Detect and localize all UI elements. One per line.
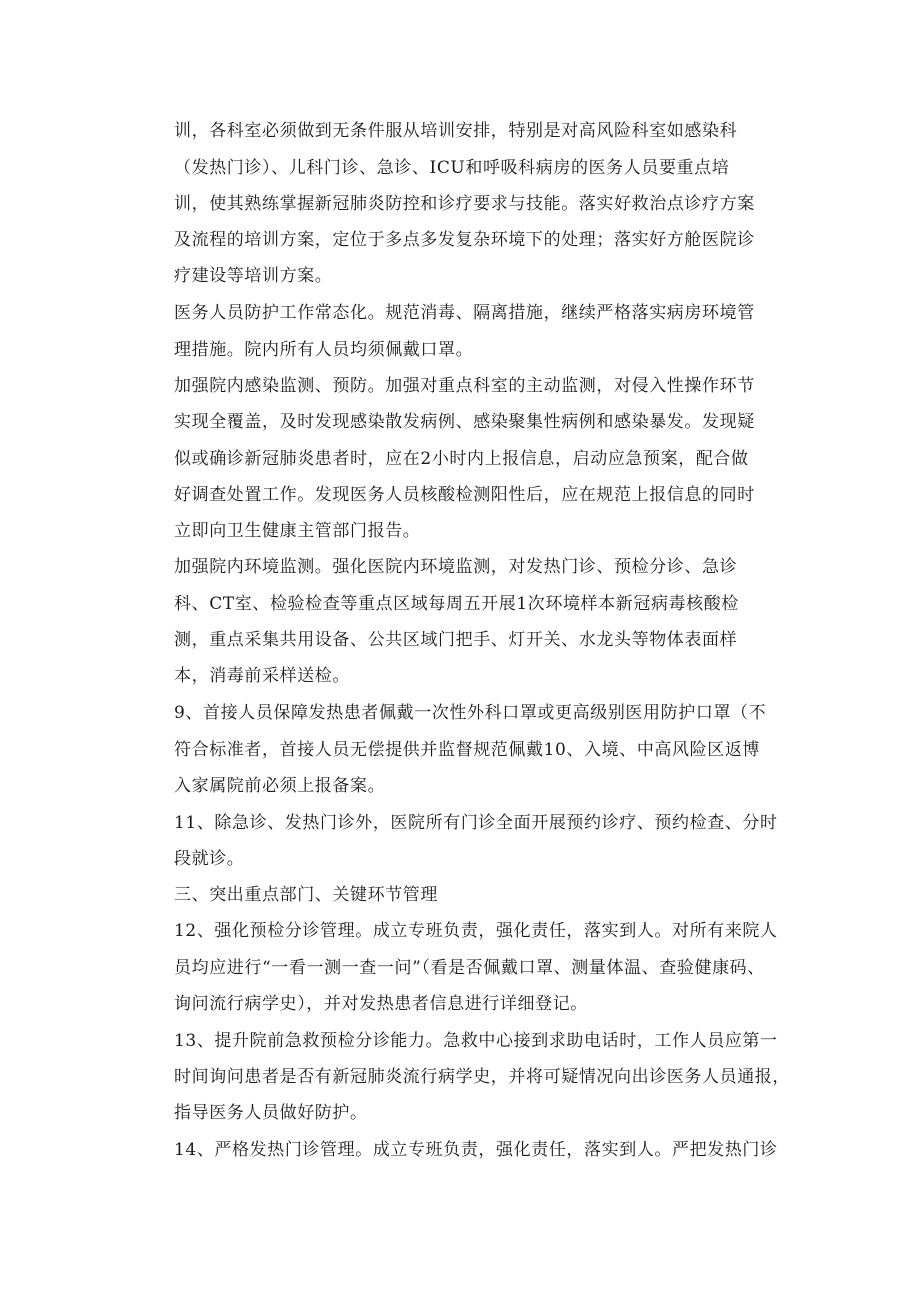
text-line: 9、首接人员保障发热患者佩戴一次性外科口罩或更高级别医用防护口罩（不 [174,703,767,723]
text-line: 13、提升院前急救预检分诊能力。急救中心接到求助电话时，工作人员应第一 [174,1031,778,1051]
text-line: 本，消毒前采样送检。 [174,666,350,686]
text-line: （发热门诊）、儿科门诊、急诊、ICU和呼吸科病房的医务人员要重点培 [174,158,730,178]
text-line: 科、CT室、检验检查等重点区域每周五开展1次环境样本新冠病毒核酸检 [174,594,739,614]
text-line: 指导医务人员做好防护。 [174,1103,368,1123]
text-line: 好调查处置工作。发现医务人员核酸检测阳性后，应在规范上报信息的同时 [174,485,755,505]
text-line: 入家属院前必须上报备案。 [174,776,386,796]
text-line: 11、除急诊、发热门诊外，医院所有门诊全面开展预约诊疗、预约检查、分时 [174,813,778,833]
text-line: 医务人员防护工作常态化。规范消毒、隔离措施，继续严格落实病房环境管 [174,303,755,323]
text-line: 加强院内感染监测、预防。加强对重点科室的主动监测，对侵入性操作环节 [174,376,755,396]
text-line: 理措施。院内所有人员均须佩戴口罩。 [174,340,474,360]
text-line: 员均应进行“一看一测一查一问”（看是否佩戴口罩、测量体温、查验健康码、 [174,958,765,978]
text-line: 询问流行病学史），并对发热患者信息进行详细登记。 [174,994,588,1014]
text-line: 测，重点采集共用设备、公共区域门把手、灯开关、水龙头等物体表面样 [174,630,738,650]
text-line: 训，各科室必须做到无条件服从培训安排，特别是对高风险科室如感染科 [174,121,738,141]
text-line: 似或确诊新冠肺炎患者时，应在2小时内上报信息，启动应急预案，配合做 [174,449,749,469]
section-heading: 三、突出重点部门、关键环节管理 [174,885,438,905]
text-line: 实现全覆盖，及时发现感染散发病例、感染聚集性病例和感染暴发。发现疑 [174,412,755,432]
text-line: 14、严格发热门诊管理。成立专班负责，强化责任，落实到人。严把发热门诊 [174,1140,778,1160]
text-line: 时间询问患者是否有新冠肺炎流行病学史，并将可疑情况向出诊医务人员通报， [174,1067,790,1087]
text-line: 及流程的培训方案，定位于多点多发复杂环境下的处理；落实好方舱医院诊 [174,230,755,250]
text-line: 段就诊。 [174,849,245,869]
text-line: 符合标准者，首接人员无偿提供并监督规范佩戴10、入境、中高风险区返博 [174,740,761,760]
text-line: 立即向卫生健康主管部门报告。 [174,521,421,541]
text-line: 疗建设等培训方案。 [174,266,333,286]
text-line: 12、强化预检分诊管理。成立专班负责，强化责任，落实到人。对所有来院人 [174,921,778,941]
text-line: 加强院内环境监测。强化医院内环境监测，对发热门诊、预检分诊、急诊 [174,557,738,577]
text-line: 训，使其熟练掌握新冠肺炎防控和诊疗要求与技能。落实好救治点诊疗方案 [174,194,755,214]
